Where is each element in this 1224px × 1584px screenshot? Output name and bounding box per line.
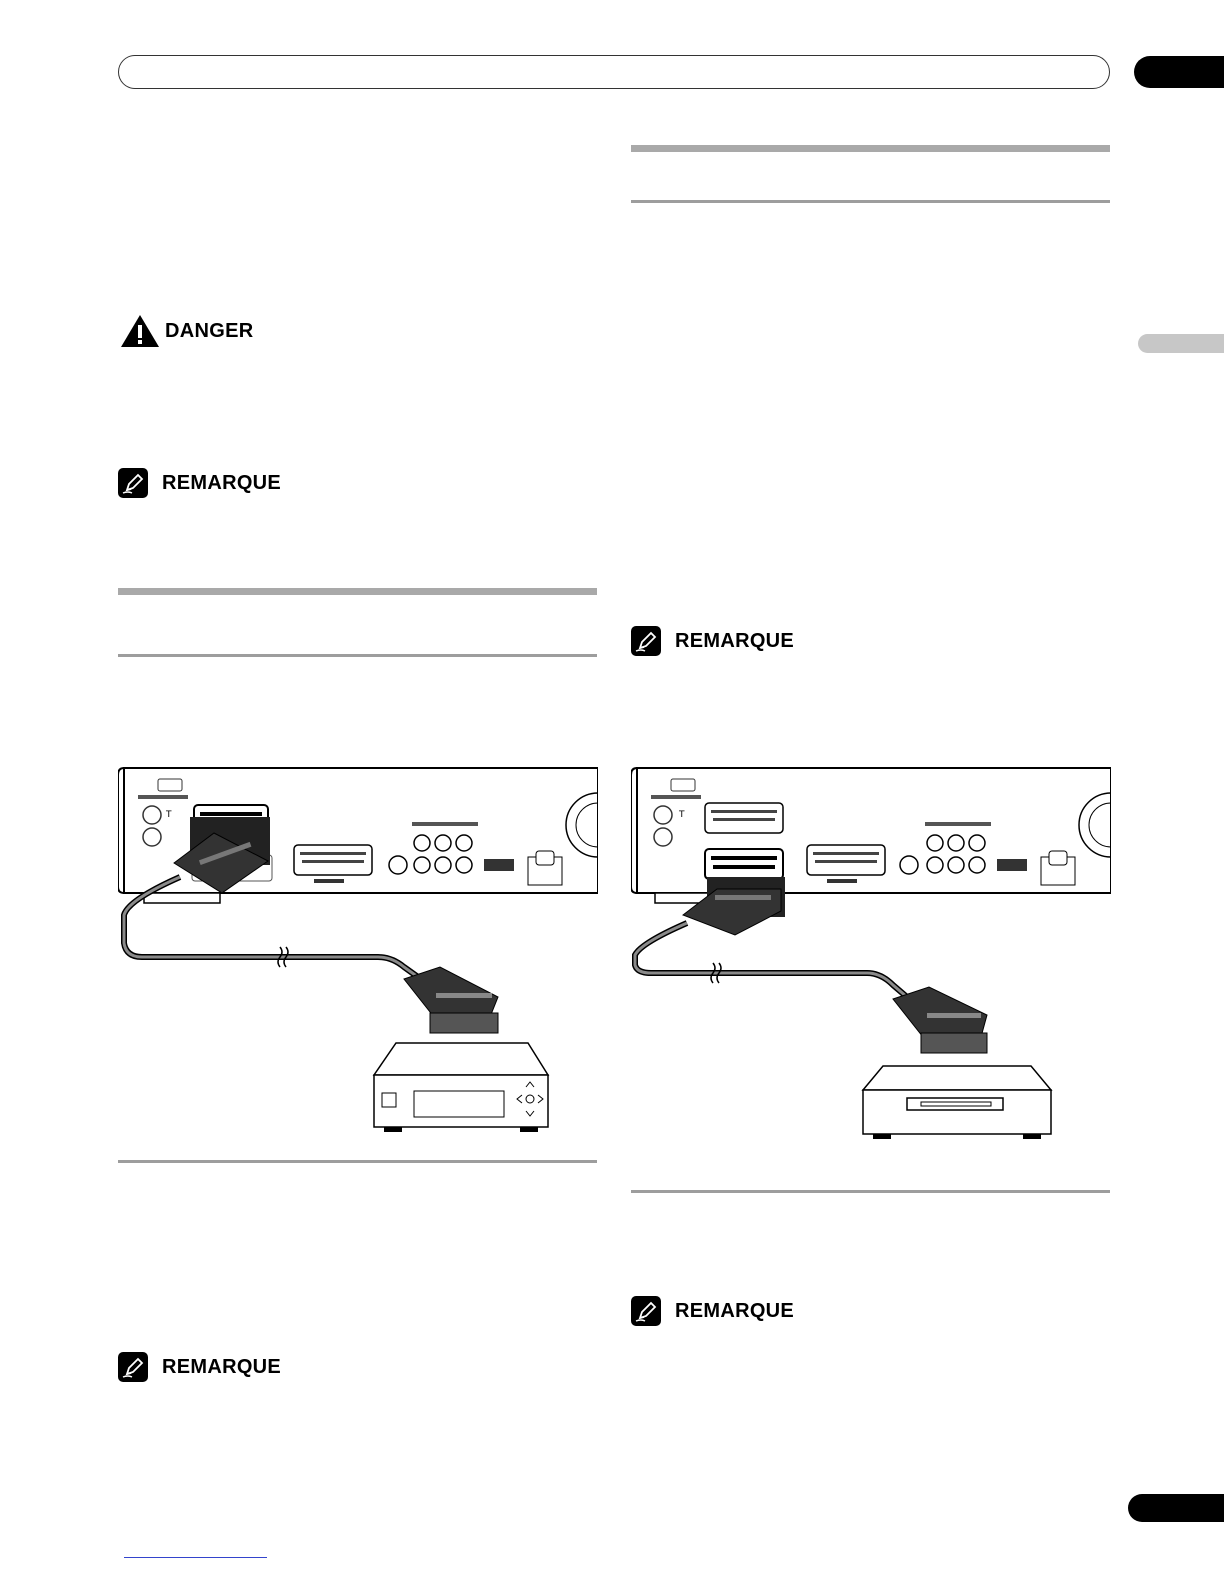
header-bar [118,55,1110,89]
section-rule-mid-left [118,1160,597,1163]
note-heading-3 [631,625,831,657]
note-heading-4 [631,1295,831,1327]
svg-text:T: T [679,810,685,820]
note-heading-2 [118,1351,318,1383]
warning-triangle-icon [120,314,160,348]
note-pencil-icon [631,1296,661,1326]
note-label-4: REMARQUE [675,1300,795,1322]
language-tab [1138,334,1224,353]
section-rule-top-left [118,588,597,595]
section-rule-bottom-right [631,200,1110,203]
page-number-badge [1128,1494,1224,1522]
section-rule-bottom-left [118,654,597,657]
chapter-tab [1134,56,1224,88]
note-label-1: REMARQUE [162,472,282,494]
note-pencil-icon [118,1352,148,1382]
danger-heading [120,314,320,348]
connection-illustration-right [631,765,1111,1143]
footer-link-line [124,1557,267,1558]
note-label-2: REMARQUE [162,1356,282,1378]
note-label-3: REMARQUE [675,630,795,652]
section-rule-mid-right [631,1190,1110,1193]
note-pencil-icon [631,626,661,656]
danger-label: DANGER [165,320,254,342]
section-rule-top-right [631,145,1110,152]
svg-text:T: T [166,810,172,820]
note-pencil-icon [118,468,148,498]
note-heading-1 [118,467,318,499]
connection-illustration-left [118,765,598,1135]
